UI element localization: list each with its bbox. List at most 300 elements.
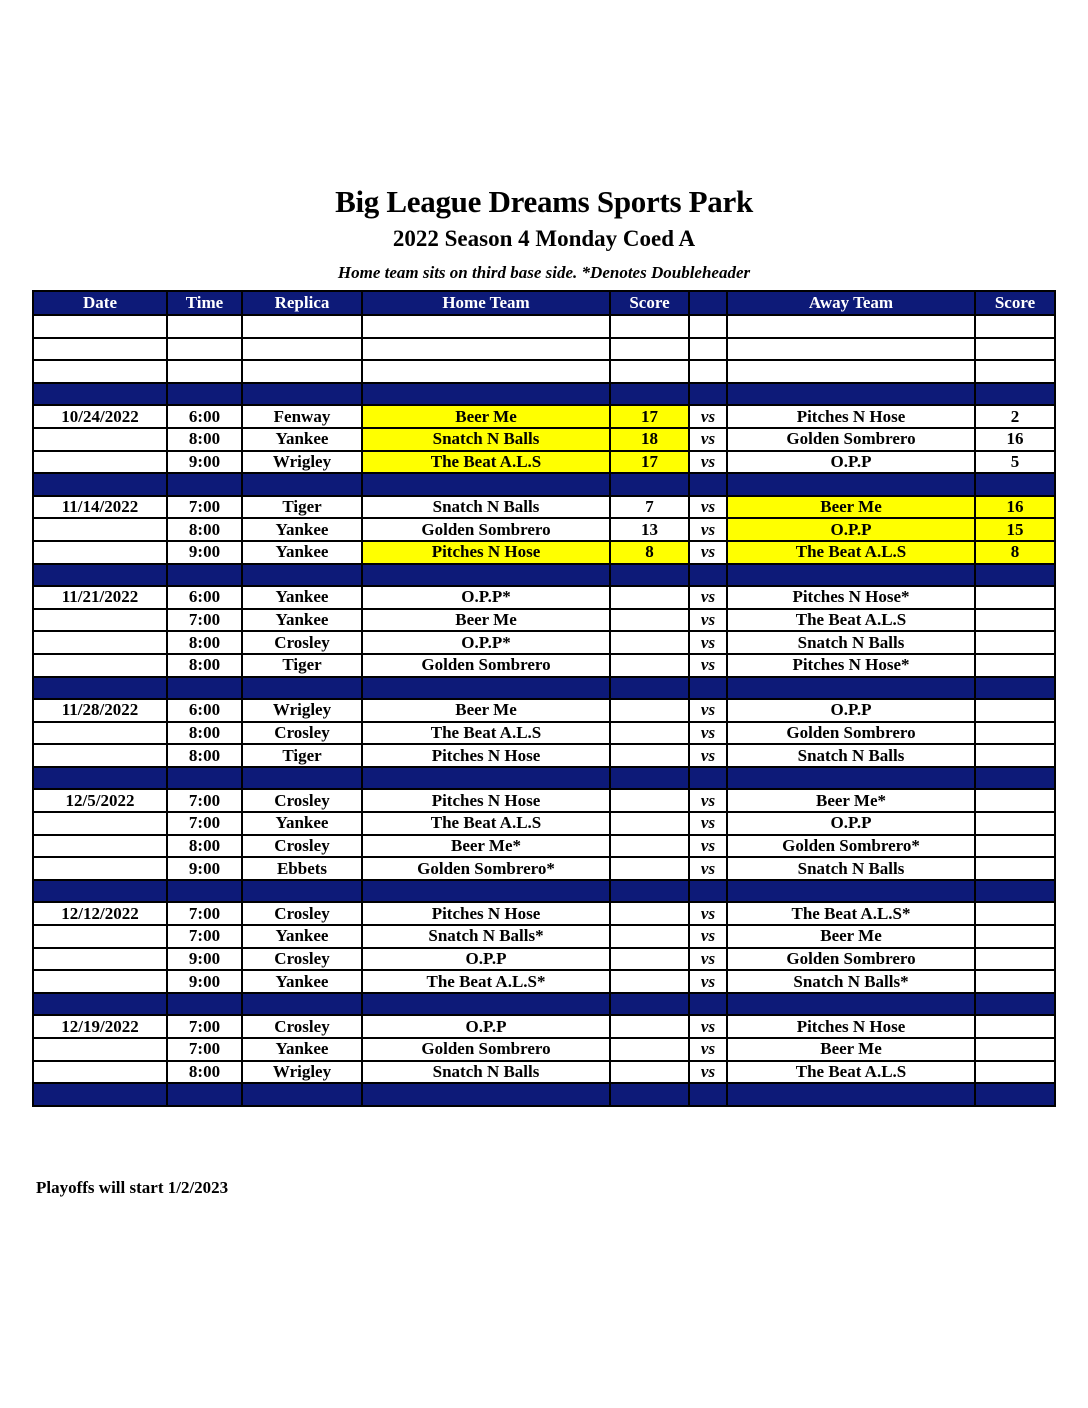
column-header-home-team: Home Team bbox=[362, 291, 610, 315]
home-score-cell bbox=[610, 1083, 689, 1106]
home-score-cell bbox=[610, 383, 689, 406]
game-row bbox=[33, 631, 1055, 654]
replica-cell: Yankee bbox=[242, 925, 362, 948]
game-row bbox=[33, 902, 1055, 925]
replica-cell bbox=[242, 360, 362, 383]
home-team-cell: O.P.P* bbox=[362, 631, 610, 654]
time-cell: 8:00 bbox=[167, 654, 242, 677]
separator-row bbox=[33, 767, 1055, 790]
home-team-cell: Pitches N Hose bbox=[362, 744, 610, 767]
date-cell bbox=[33, 518, 167, 541]
away-score-cell: 8 bbox=[975, 541, 1055, 564]
home-score-cell bbox=[610, 722, 689, 745]
date-cell bbox=[33, 993, 167, 1016]
replica-cell: Crosley bbox=[242, 948, 362, 971]
date-cell bbox=[33, 315, 167, 338]
time-cell: 6:00 bbox=[167, 405, 242, 428]
date-cell: 11/14/2022 bbox=[33, 496, 167, 519]
replica-cell: Crosley bbox=[242, 789, 362, 812]
vs-cell bbox=[689, 993, 727, 1016]
time-cell: 8:00 bbox=[167, 1061, 242, 1084]
home-score-cell bbox=[610, 315, 689, 338]
separator-row bbox=[33, 383, 1055, 406]
time-cell bbox=[167, 677, 242, 700]
date-cell bbox=[33, 383, 167, 406]
time-cell: 7:00 bbox=[167, 812, 242, 835]
game-row bbox=[33, 835, 1055, 858]
vs-cell bbox=[689, 677, 727, 700]
date-cell bbox=[33, 338, 167, 361]
game-row bbox=[33, 451, 1055, 474]
time-cell: 7:00 bbox=[167, 609, 242, 632]
home-team-cell: The Beat A.L.S bbox=[362, 812, 610, 835]
home-score-cell bbox=[610, 360, 689, 383]
replica-cell bbox=[242, 564, 362, 587]
home-score-cell bbox=[610, 857, 689, 880]
away-score-cell bbox=[975, 677, 1055, 700]
date-cell bbox=[33, 677, 167, 700]
away-team-cell bbox=[727, 564, 975, 587]
schedule-body bbox=[33, 315, 1055, 1106]
column-header-time: Time bbox=[167, 291, 242, 315]
vs-cell bbox=[689, 564, 727, 587]
time-cell: 7:00 bbox=[167, 1015, 242, 1038]
game-row bbox=[33, 428, 1055, 451]
time-cell: 9:00 bbox=[167, 857, 242, 880]
time-cell: 9:00 bbox=[167, 948, 242, 971]
game-row bbox=[33, 744, 1055, 767]
home-team-cell: Pitches N Hose bbox=[362, 541, 610, 564]
empty-row bbox=[33, 360, 1055, 383]
time-cell: 8:00 bbox=[167, 631, 242, 654]
replica-cell: Ebbets bbox=[242, 857, 362, 880]
home-score-cell bbox=[610, 812, 689, 835]
date-cell bbox=[33, 767, 167, 790]
replica-cell: Tiger bbox=[242, 654, 362, 677]
replica-cell: Tiger bbox=[242, 496, 362, 519]
date-cell bbox=[33, 541, 167, 564]
separator-row bbox=[33, 564, 1055, 587]
vs-cell bbox=[689, 338, 727, 361]
vs-cell bbox=[689, 383, 727, 406]
time-cell: 8:00 bbox=[167, 722, 242, 745]
replica-cell: Crosley bbox=[242, 902, 362, 925]
vs-cell: vs bbox=[689, 609, 727, 632]
home-team-cell: Golden Sombrero bbox=[362, 518, 610, 541]
home-team-cell: Pitches N Hose bbox=[362, 789, 610, 812]
game-row bbox=[33, 948, 1055, 971]
empty-row bbox=[33, 315, 1055, 338]
away-score-cell bbox=[975, 767, 1055, 790]
away-score-cell bbox=[975, 902, 1055, 925]
replica-cell: Crosley bbox=[242, 722, 362, 745]
home-team-cell: The Beat A.L.S* bbox=[362, 970, 610, 993]
home-score-cell bbox=[610, 654, 689, 677]
time-cell: 7:00 bbox=[167, 1038, 242, 1061]
home-score-cell bbox=[610, 338, 689, 361]
vs-cell bbox=[689, 880, 727, 903]
game-row bbox=[33, 857, 1055, 880]
date-cell bbox=[33, 880, 167, 903]
away-score-cell bbox=[975, 631, 1055, 654]
replica-cell: Yankee bbox=[242, 541, 362, 564]
home-score-cell bbox=[610, 902, 689, 925]
away-score-cell: 2 bbox=[975, 405, 1055, 428]
playoffs-note: Playoffs will start 1/2/2023 bbox=[36, 1178, 229, 1197]
home-score-cell bbox=[610, 767, 689, 790]
away-score-cell bbox=[975, 722, 1055, 745]
home-score-cell bbox=[610, 473, 689, 496]
time-cell bbox=[167, 993, 242, 1016]
away-team-cell: Pitches N Hose* bbox=[727, 654, 975, 677]
home-team-cell: Golden Sombrero bbox=[362, 654, 610, 677]
vs-cell: vs bbox=[689, 518, 727, 541]
replica-cell: Wrigley bbox=[242, 1061, 362, 1084]
replica-cell: Yankee bbox=[242, 428, 362, 451]
vs-cell: vs bbox=[689, 744, 727, 767]
away-score-cell bbox=[975, 654, 1055, 677]
vs-cell: vs bbox=[689, 405, 727, 428]
away-team-cell: O.P.P bbox=[727, 699, 975, 722]
vs-cell: vs bbox=[689, 586, 727, 609]
away-team-cell bbox=[727, 315, 975, 338]
time-cell: 8:00 bbox=[167, 428, 242, 451]
game-row bbox=[33, 609, 1055, 632]
away-team-cell: Pitches N Hose bbox=[727, 1015, 975, 1038]
date-cell: 12/19/2022 bbox=[33, 1015, 167, 1038]
date-cell bbox=[33, 654, 167, 677]
home-team-cell bbox=[362, 564, 610, 587]
time-cell: 8:00 bbox=[167, 518, 242, 541]
home-team-cell: Beer Me bbox=[362, 405, 610, 428]
time-cell bbox=[167, 338, 242, 361]
game-row bbox=[33, 789, 1055, 812]
game-row bbox=[33, 496, 1055, 519]
away-team-cell: Snatch N Balls* bbox=[727, 970, 975, 993]
away-team-cell bbox=[727, 1083, 975, 1106]
vs-cell: vs bbox=[689, 812, 727, 835]
game-row bbox=[33, 541, 1055, 564]
time-cell: 9:00 bbox=[167, 451, 242, 474]
home-score-cell bbox=[610, 564, 689, 587]
home-score-cell: 18 bbox=[610, 428, 689, 451]
time-cell: 9:00 bbox=[167, 541, 242, 564]
home-team-cell: O.P.P bbox=[362, 1015, 610, 1038]
away-team-cell: The Beat A.L.S bbox=[727, 1061, 975, 1084]
replica-cell bbox=[242, 315, 362, 338]
home-score-cell bbox=[610, 948, 689, 971]
page-title: Big League Dreams Sports Park bbox=[335, 184, 753, 219]
time-cell: 9:00 bbox=[167, 970, 242, 993]
date-cell bbox=[33, 925, 167, 948]
away-team-cell bbox=[727, 767, 975, 790]
away-score-cell bbox=[975, 812, 1055, 835]
vs-cell bbox=[689, 315, 727, 338]
home-score-cell bbox=[610, 744, 689, 767]
home-team-cell bbox=[362, 338, 610, 361]
replica-cell: Yankee bbox=[242, 586, 362, 609]
away-team-cell: Beer Me* bbox=[727, 789, 975, 812]
date-cell bbox=[33, 1038, 167, 1061]
replica-cell bbox=[242, 677, 362, 700]
away-team-cell bbox=[727, 383, 975, 406]
home-score-cell bbox=[610, 925, 689, 948]
away-score-cell bbox=[975, 699, 1055, 722]
away-team-cell: Golden Sombrero bbox=[727, 722, 975, 745]
home-score-cell: 17 bbox=[610, 451, 689, 474]
replica-cell bbox=[242, 473, 362, 496]
vs-cell: vs bbox=[689, 699, 727, 722]
away-score-cell bbox=[975, 744, 1055, 767]
home-team-cell: Snatch N Balls* bbox=[362, 925, 610, 948]
separator-row bbox=[33, 1083, 1055, 1106]
away-team-cell bbox=[727, 338, 975, 361]
separator-row bbox=[33, 993, 1055, 1016]
time-cell bbox=[167, 473, 242, 496]
away-score-cell bbox=[975, 315, 1055, 338]
replica-cell bbox=[242, 880, 362, 903]
away-score-cell: 16 bbox=[975, 428, 1055, 451]
away-score-cell: 15 bbox=[975, 518, 1055, 541]
home-team-cell: Snatch N Balls bbox=[362, 1061, 610, 1084]
away-score-cell bbox=[975, 789, 1055, 812]
separator-row bbox=[33, 677, 1055, 700]
column-header-away-team: Away Team bbox=[727, 291, 975, 315]
game-row bbox=[33, 518, 1055, 541]
date-cell: 12/5/2022 bbox=[33, 789, 167, 812]
time-cell: 7:00 bbox=[167, 789, 242, 812]
replica-cell bbox=[242, 993, 362, 1016]
time-cell: 8:00 bbox=[167, 744, 242, 767]
game-row bbox=[33, 722, 1055, 745]
home-team-cell: The Beat A.L.S bbox=[362, 722, 610, 745]
replica-cell bbox=[242, 767, 362, 790]
home-team-cell: Pitches N Hose bbox=[362, 902, 610, 925]
home-team-cell: Beer Me bbox=[362, 699, 610, 722]
header-row bbox=[33, 291, 1055, 315]
game-row bbox=[33, 925, 1055, 948]
game-row bbox=[33, 812, 1055, 835]
time-cell bbox=[167, 564, 242, 587]
time-cell: 7:00 bbox=[167, 925, 242, 948]
date-cell bbox=[33, 609, 167, 632]
away-team-cell bbox=[727, 880, 975, 903]
game-row bbox=[33, 586, 1055, 609]
time-cell bbox=[167, 315, 242, 338]
away-score-cell bbox=[975, 1015, 1055, 1038]
game-row bbox=[33, 1015, 1055, 1038]
home-team-cell bbox=[362, 993, 610, 1016]
date-cell bbox=[33, 564, 167, 587]
away-team-cell bbox=[727, 473, 975, 496]
date-cell bbox=[33, 1061, 167, 1084]
vs-cell: vs bbox=[689, 428, 727, 451]
away-score-cell bbox=[975, 1083, 1055, 1106]
time-cell bbox=[167, 880, 242, 903]
away-score-cell bbox=[975, 360, 1055, 383]
home-team-cell: O.P.P* bbox=[362, 586, 610, 609]
game-row bbox=[33, 970, 1055, 993]
vs-cell bbox=[689, 473, 727, 496]
game-row bbox=[33, 654, 1055, 677]
vs-cell: vs bbox=[689, 835, 727, 858]
away-score-cell bbox=[975, 473, 1055, 496]
vs-cell: vs bbox=[689, 925, 727, 948]
away-team-cell: Snatch N Balls bbox=[727, 857, 975, 880]
column-header-date: Date bbox=[33, 291, 167, 315]
home-team-cell bbox=[362, 383, 610, 406]
date-cell bbox=[33, 428, 167, 451]
away-score-cell: 16 bbox=[975, 496, 1055, 519]
away-team-cell bbox=[727, 677, 975, 700]
replica-cell: Wrigley bbox=[242, 699, 362, 722]
time-cell bbox=[167, 1083, 242, 1106]
date-cell: 12/12/2022 bbox=[33, 902, 167, 925]
home-team-cell bbox=[362, 315, 610, 338]
home-team-cell: Beer Me bbox=[362, 609, 610, 632]
replica-cell: Crosley bbox=[242, 835, 362, 858]
away-team-cell: Beer Me bbox=[727, 925, 975, 948]
away-team-cell: Pitches N Hose bbox=[727, 405, 975, 428]
away-score-cell bbox=[975, 1061, 1055, 1084]
away-team-cell: O.P.P bbox=[727, 518, 975, 541]
vs-cell bbox=[689, 360, 727, 383]
home-team-cell: Snatch N Balls bbox=[362, 496, 610, 519]
date-cell bbox=[33, 835, 167, 858]
home-team-cell: Snatch N Balls bbox=[362, 428, 610, 451]
away-score-cell bbox=[975, 880, 1055, 903]
home-score-cell bbox=[610, 609, 689, 632]
away-team-cell: Golden Sombrero bbox=[727, 428, 975, 451]
home-team-cell bbox=[362, 677, 610, 700]
home-score-cell: 17 bbox=[610, 405, 689, 428]
date-cell bbox=[33, 812, 167, 835]
away-team-cell bbox=[727, 360, 975, 383]
date-cell bbox=[33, 948, 167, 971]
home-score-cell bbox=[610, 789, 689, 812]
time-cell bbox=[167, 767, 242, 790]
vs-cell: vs bbox=[689, 654, 727, 677]
home-team-cell bbox=[362, 880, 610, 903]
date-cell bbox=[33, 631, 167, 654]
home-team-note: Home team sits on third base side. *Denotes Doubleheader bbox=[337, 263, 751, 282]
time-cell: 6:00 bbox=[167, 586, 242, 609]
time-cell: 6:00 bbox=[167, 699, 242, 722]
away-team-cell: The Beat A.L.S bbox=[727, 541, 975, 564]
vs-cell: vs bbox=[689, 631, 727, 654]
home-score-cell bbox=[610, 970, 689, 993]
replica-cell: Yankee bbox=[242, 518, 362, 541]
game-row bbox=[33, 405, 1055, 428]
replica-cell bbox=[242, 1083, 362, 1106]
game-row bbox=[33, 1061, 1055, 1084]
away-team-cell: Snatch N Balls bbox=[727, 744, 975, 767]
away-score-cell bbox=[975, 970, 1055, 993]
home-score-cell bbox=[610, 677, 689, 700]
vs-cell bbox=[689, 767, 727, 790]
away-team-cell: Beer Me bbox=[727, 1038, 975, 1061]
home-score-cell bbox=[610, 699, 689, 722]
replica-cell: Tiger bbox=[242, 744, 362, 767]
away-score-cell bbox=[975, 609, 1055, 632]
home-score-cell bbox=[610, 1061, 689, 1084]
replica-cell: Yankee bbox=[242, 970, 362, 993]
away-team-cell: Golden Sombrero* bbox=[727, 835, 975, 858]
column-header-vs bbox=[689, 291, 727, 315]
away-score-cell bbox=[975, 857, 1055, 880]
home-score-cell bbox=[610, 1038, 689, 1061]
column-header-away-score: Score bbox=[975, 291, 1055, 315]
home-score-cell: 7 bbox=[610, 496, 689, 519]
column-header-replica: Replica bbox=[242, 291, 362, 315]
time-cell: 8:00 bbox=[167, 835, 242, 858]
away-team-cell: Beer Me bbox=[727, 496, 975, 519]
date-cell bbox=[33, 1083, 167, 1106]
game-row bbox=[33, 699, 1055, 722]
time-cell: 7:00 bbox=[167, 902, 242, 925]
home-score-cell bbox=[610, 993, 689, 1016]
home-team-cell: Golden Sombrero bbox=[362, 1038, 610, 1061]
home-team-cell: Golden Sombrero* bbox=[362, 857, 610, 880]
time-cell bbox=[167, 360, 242, 383]
date-cell bbox=[33, 451, 167, 474]
home-score-cell: 8 bbox=[610, 541, 689, 564]
date-cell bbox=[33, 744, 167, 767]
home-score-cell bbox=[610, 1015, 689, 1038]
column-header-home-score: Score bbox=[610, 291, 689, 315]
vs-cell bbox=[689, 1083, 727, 1106]
away-score-cell bbox=[975, 993, 1055, 1016]
separator-row bbox=[33, 880, 1055, 903]
away-score-cell bbox=[975, 835, 1055, 858]
home-team-cell: O.P.P bbox=[362, 948, 610, 971]
home-score-cell bbox=[610, 631, 689, 654]
home-score-cell bbox=[610, 880, 689, 903]
date-cell bbox=[33, 970, 167, 993]
schedule-table bbox=[32, 290, 1056, 1107]
away-score-cell bbox=[975, 586, 1055, 609]
away-score-cell bbox=[975, 564, 1055, 587]
vs-cell: vs bbox=[689, 722, 727, 745]
date-cell bbox=[33, 360, 167, 383]
replica-cell: Yankee bbox=[242, 812, 362, 835]
separator-row bbox=[33, 473, 1055, 496]
home-team-cell: The Beat A.L.S bbox=[362, 451, 610, 474]
time-cell: 7:00 bbox=[167, 496, 242, 519]
vs-cell: vs bbox=[689, 902, 727, 925]
vs-cell: vs bbox=[689, 1061, 727, 1084]
away-team-cell: Golden Sombrero bbox=[727, 948, 975, 971]
vs-cell: vs bbox=[689, 1015, 727, 1038]
replica-cell: Wrigley bbox=[242, 451, 362, 474]
empty-row bbox=[33, 338, 1055, 361]
vs-cell: vs bbox=[689, 857, 727, 880]
vs-cell: vs bbox=[689, 970, 727, 993]
replica-cell bbox=[242, 383, 362, 406]
away-score-cell: 5 bbox=[975, 451, 1055, 474]
page-subtitle: 2022 Season 4 Monday Coed A bbox=[392, 226, 696, 251]
vs-cell: vs bbox=[689, 1038, 727, 1061]
date-cell: 10/24/2022 bbox=[33, 405, 167, 428]
date-cell: 11/21/2022 bbox=[33, 586, 167, 609]
replica-cell: Crosley bbox=[242, 1015, 362, 1038]
time-cell bbox=[167, 383, 242, 406]
home-team-cell bbox=[362, 360, 610, 383]
home-score-cell: 13 bbox=[610, 518, 689, 541]
date-cell bbox=[33, 722, 167, 745]
away-team-cell: O.P.P bbox=[727, 451, 975, 474]
date-cell bbox=[33, 857, 167, 880]
